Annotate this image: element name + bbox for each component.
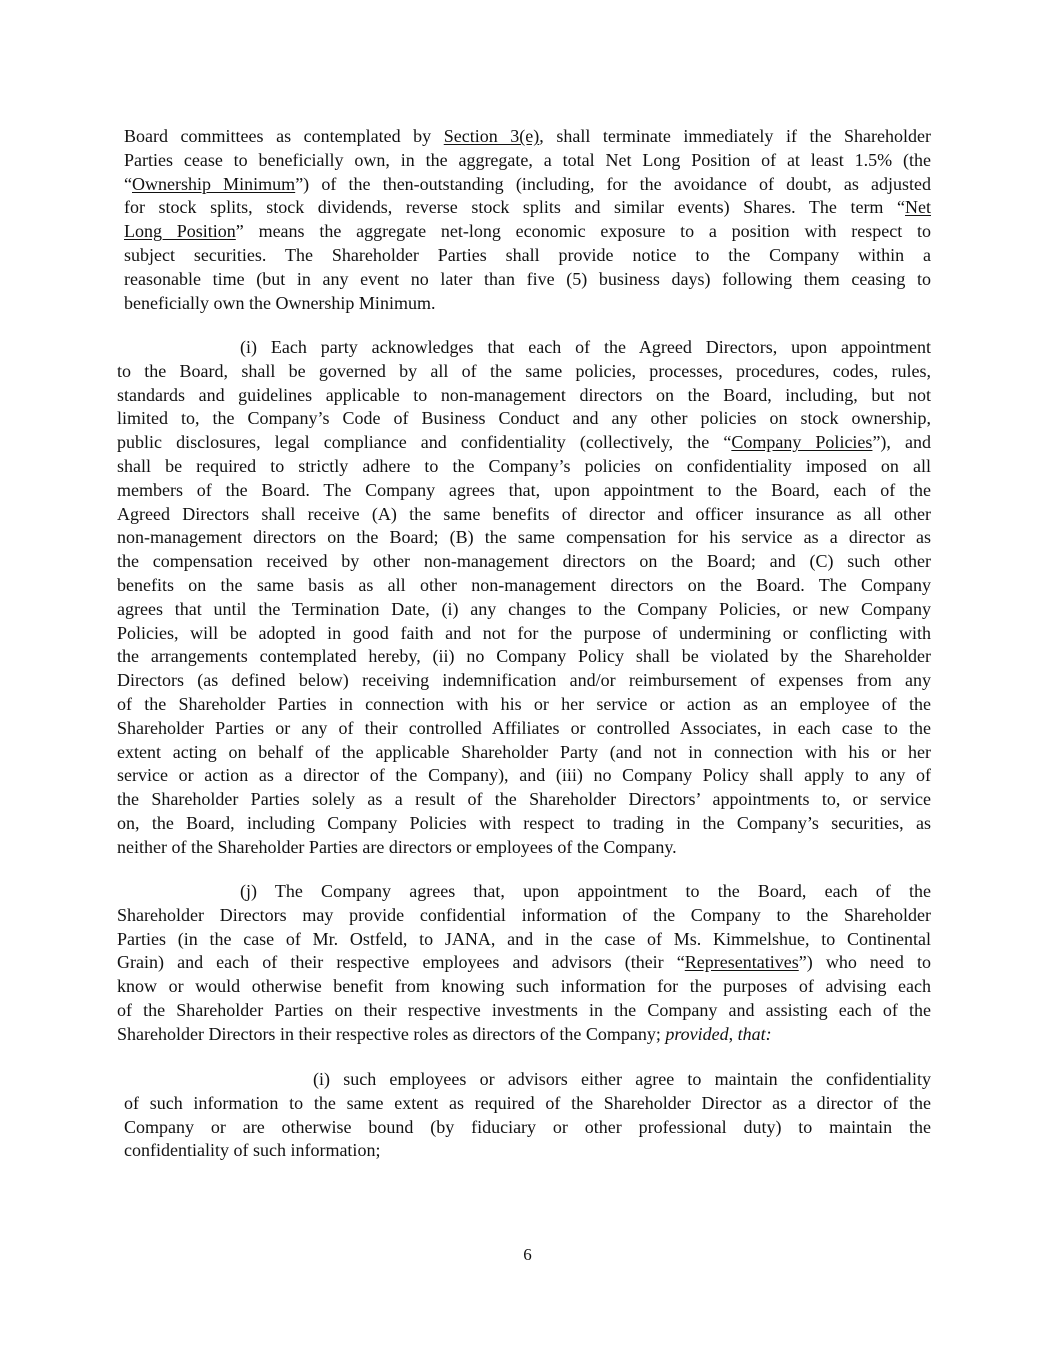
text-run: Parties cease to beneficially own, in the aggregate, a total Net Long Position of at least 1.5% (the (124, 149, 931, 170)
text-line (117, 360, 931, 384)
text-line (117, 574, 931, 598)
text-line (117, 550, 931, 574)
defined-term: Company Policies (731, 432, 873, 453)
paragraph (124, 1068, 931, 1163)
text-line (117, 812, 931, 836)
text-line (124, 196, 931, 220)
text-line (117, 598, 931, 622)
text-run: agrees that until the Termination Date, (i) any changes to the Company Policies, or new Company (117, 598, 931, 619)
text-line (124, 125, 931, 149)
text-run: , (728, 1023, 738, 1044)
text-line (117, 526, 931, 550)
text-run: limited to, the Company’s Code of Business Conduct and any other policies on stock ownership, (117, 408, 931, 429)
emphasis: that: (737, 1023, 772, 1044)
text-line (117, 645, 931, 669)
text-run: standards and guidelines applicable to non-management directors on the Board, including, but not (117, 384, 931, 405)
text-line (117, 479, 931, 503)
text-run: of such information to the same extent as required of the Shareholder Director as a director of the (124, 1092, 931, 1113)
text-line (117, 1023, 931, 1047)
text-run: service or action as a director of the Company), and (iii) no Company Policy shall apply to any of (117, 765, 931, 786)
text-run: (i) such employees or advisors either agree to maintain the confidentiality (313, 1069, 931, 1089)
text-run: , shall terminate immediately if the Shareholder (539, 126, 931, 146)
defined-term: Section 3(e) (443, 126, 540, 146)
text-run: reasonable time (but in any event no later than five (5) business days) following them ceasing to (124, 268, 931, 289)
paragraph (117, 336, 931, 860)
defined-term: Ownership Minimum (132, 173, 296, 194)
emphasis: provided (665, 1023, 729, 1044)
text-line (117, 975, 931, 999)
text-line (124, 1116, 931, 1140)
text-line (117, 788, 931, 812)
paragraph (124, 125, 931, 315)
page-number: 6 (523, 1245, 532, 1264)
text-run: non-management directors on the Board; (B) the same compensation for his service as a director as (117, 527, 931, 548)
text-run: ”), and (872, 432, 931, 453)
text-run: extent acting on behalf of the applicable Shareholder Party (and not in connection with his or her (117, 741, 931, 762)
text-line (117, 836, 931, 860)
text-run: members of the Board. The Company agrees that, upon appointment to the Board, each of the (117, 479, 931, 500)
text-run: “ (124, 173, 132, 194)
text-run: on, the Board, including Company Policies with respect to trading in the Company’s securities, as (117, 812, 931, 833)
text-run: of the Shareholder Parties in connection with his or her service or action as an employee of the (117, 693, 931, 714)
text-line (117, 999, 931, 1023)
text-run: beneficially own the Ownership Minimum. (124, 292, 436, 313)
text-run: public disclosures, legal compliance and confidentiality (collectively, the “ (117, 432, 732, 453)
text-line (117, 741, 931, 765)
text-line (124, 1092, 931, 1116)
text-line (117, 717, 931, 741)
text-run: benefits on the same basis as all other non-management directors on the Board. The Company (117, 574, 931, 595)
text-run: confidentiality of such information; (124, 1140, 381, 1161)
text-run: Policies, will be adopted in good faith and not for the purpose of undermining or conflicting with (117, 622, 931, 643)
text-run: ”) of the then-outstanding (including, for the avoidance of doubt, as adjusted (295, 173, 931, 194)
text-run: Shareholder Parties or any of their controlled Affiliates or controlled Associates, in each case to the (117, 717, 931, 738)
text-run: Board committees as contemplated by (124, 126, 444, 146)
text-line (117, 384, 931, 408)
defined-term: Net (905, 197, 931, 218)
text-run: ” means the aggregate net-long economic exposure to a position with respect to (235, 221, 931, 242)
text-line (117, 904, 931, 928)
text-run: Parties (in the case of Mr. Ostfeld, to JANA, and in the case of Ms. Kimmelshue, to Continental (117, 928, 931, 949)
text-line (117, 669, 931, 693)
text-line (124, 149, 931, 173)
text-line (124, 1139, 931, 1163)
text-run: Directors (as defined below) receiving indemnification and/or reimbursement of expenses from any (117, 670, 931, 691)
text-run: subject securities. The Shareholder Parties shall provide notice to the Company within a (124, 244, 931, 265)
text-line (124, 1068, 931, 1092)
text-line (124, 268, 931, 292)
text-line (117, 407, 931, 431)
text-line (124, 244, 931, 268)
text-line (117, 693, 931, 717)
defined-term: Representatives (684, 952, 799, 973)
text-line (117, 431, 931, 455)
text-run: (i) Each party acknowledges that each of the Agreed Directors, upon appointment (240, 337, 931, 357)
text-line (117, 951, 931, 975)
text-run: the arrangements contemplated hereby, (ii) no Company Policy shall be violated by the Shareholder (117, 646, 931, 667)
paragraph (117, 880, 931, 1047)
text-run: Grain) and each of their respective employees and advisors (their “ (117, 952, 685, 973)
text-line (117, 880, 931, 904)
text-line (124, 173, 931, 197)
text-run: ”) who need to (798, 952, 931, 973)
text-line (117, 764, 931, 788)
text-run: know or would otherwise benefit from knowing such information for the purposes of advising each (117, 976, 931, 997)
text-run: Company or are otherwise bound (by fiduciary or other professional duty) to maintain the (124, 1116, 931, 1137)
text-line (124, 220, 931, 244)
text-run: Agreed Directors shall receive (A) the same benefits of director and officer insurance as all other (117, 503, 931, 524)
text-line (117, 928, 931, 952)
text-run: (j) The Company agrees that, upon appointment to the Board, each of the (240, 881, 931, 901)
text-run: the Shareholder Parties solely as a result of the Shareholder Directors’ appointments to, or service (117, 789, 931, 810)
text-line (117, 455, 931, 479)
text-run: to the Board, shall be governed by all of the same policies, processes, procedures, codes, rules, (117, 360, 931, 381)
text-line (117, 503, 931, 527)
text-run: neither of the Shareholder Parties are directors or employees of the Company. (117, 836, 677, 857)
text-run: for stock splits, stock dividends, reverse stock splits and similar events) Shares. The term “ (124, 197, 905, 218)
text-run: Shareholder Directors in their respective roles as directors of the Company; (117, 1023, 666, 1044)
text-line (117, 622, 931, 646)
text-run: shall be required to strictly adhere to the Company’s policies on confidentiality imposed on all (117, 455, 931, 476)
text-line (117, 336, 931, 360)
defined-term: Long Position (124, 221, 236, 242)
text-run: the compensation received by other non-management directors on the Board; and (C) such other (117, 551, 931, 572)
text-line (124, 292, 931, 316)
text-run: of the Shareholder Parties on their respective investments in the Company and assisting each of the (117, 999, 931, 1020)
text-run: Shareholder Directors may provide confidential information of the Company to the Shareholder (117, 904, 931, 925)
